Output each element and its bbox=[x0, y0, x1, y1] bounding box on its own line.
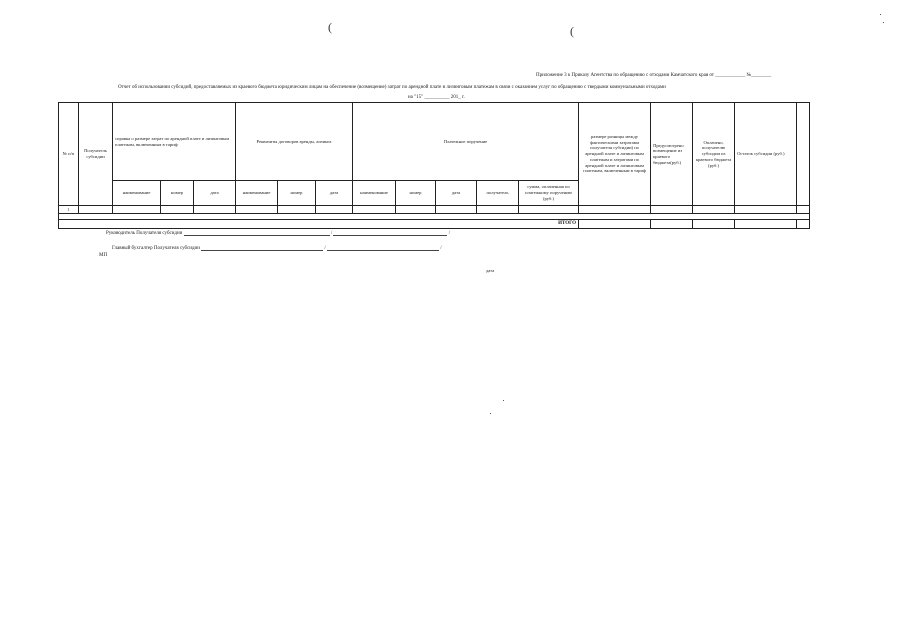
table-cell bbox=[579, 206, 651, 214]
table-cell bbox=[519, 206, 579, 214]
signature-separator: / bbox=[330, 231, 333, 236]
signature-separator: / bbox=[324, 246, 326, 251]
signature-line-accountant bbox=[112, 245, 442, 251]
total-cell bbox=[735, 220, 797, 229]
col-provided-header: Предусмотрено возмещение из краевого бюджета(руб.) bbox=[651, 103, 693, 206]
scan-speck bbox=[880, 14, 881, 15]
table-cell bbox=[477, 206, 519, 214]
table-cell bbox=[316, 206, 353, 214]
report-title: Отчет об использовании субсидий, предоставляемых из краевого бюджета юридическим лицам на обеспечение (возмещение) затрат по арендной плате и лизинговым платежам в связи с оказанием услуг по обращению с твердыми коммунальными отходами bbox=[118, 85, 666, 90]
name-blank bbox=[327, 245, 442, 251]
signature-blank bbox=[201, 245, 326, 251]
head-signature-label: Руководитель Получателя субсидии bbox=[106, 231, 183, 236]
col-certificate-header: справка о размере затрат по арендной плате и лизинговым платежам, включенным в тариф bbox=[113, 103, 236, 181]
col-paid-header: Оплачено, получателю субсидии из краевого бюджета (руб.) bbox=[693, 103, 735, 206]
table-cell bbox=[236, 206, 278, 214]
scan-speck bbox=[490, 413, 491, 414]
left-paren-mark: ( bbox=[328, 20, 332, 34]
total-cell bbox=[693, 220, 735, 229]
sub-contract-date: дата bbox=[316, 181, 353, 206]
table-cell bbox=[651, 206, 693, 214]
table-cell bbox=[161, 206, 194, 214]
accountant-signature-label: Главный бухгалтер Получателя субсидии bbox=[112, 246, 200, 251]
sub-order-recipient: получатель bbox=[477, 181, 519, 206]
scan-speck bbox=[883, 22, 884, 23]
date-label: дата bbox=[486, 268, 495, 273]
total-cell bbox=[579, 220, 651, 229]
appendix-header: Приложение 3 к Приказу Агентства по обращению с отходами Камчатского края от ____________ №________ bbox=[536, 73, 772, 78]
col-order-header: Платежное поручение bbox=[353, 103, 579, 181]
scan-speck bbox=[503, 400, 504, 401]
table-cell bbox=[353, 206, 396, 214]
report-date-line: на "15" __________ 201_ г. bbox=[408, 95, 465, 100]
right-paren-mark: ( bbox=[570, 24, 574, 38]
total-cell bbox=[651, 220, 693, 229]
sub-order-name: наименование bbox=[353, 181, 396, 206]
sub-order-sum: сумма, оплаченная по платежному поручению (руб.) bbox=[519, 181, 579, 206]
col-num-header: № п/п bbox=[59, 103, 79, 206]
total-label: ИТОГО bbox=[59, 220, 579, 229]
sub-cert-name: наименование bbox=[113, 181, 161, 206]
signature-blank bbox=[184, 230, 333, 236]
report-table bbox=[58, 102, 810, 229]
table-cell bbox=[113, 206, 161, 214]
table-cell bbox=[735, 206, 797, 214]
name-blank bbox=[330, 230, 447, 236]
table-cell bbox=[693, 206, 735, 214]
column-number-row bbox=[59, 206, 810, 214]
col-extra-blank bbox=[797, 103, 810, 206]
total-row bbox=[59, 220, 810, 229]
sub-order-date: дата bbox=[436, 181, 477, 206]
col-remainder-header: Остаток субсидии (руб.) bbox=[735, 103, 797, 206]
sub-cert-number: номер bbox=[161, 181, 194, 206]
table-cell bbox=[79, 206, 113, 214]
table-cell: 1 bbox=[59, 206, 79, 214]
table-cell bbox=[396, 206, 436, 214]
table-cell bbox=[194, 206, 236, 214]
stamp-place-label: МП bbox=[99, 253, 108, 258]
signature-separator: / bbox=[448, 231, 451, 236]
table-cell bbox=[797, 206, 810, 214]
signature-separator: / bbox=[440, 246, 442, 251]
sub-contract-name: наименование bbox=[236, 181, 278, 206]
signature-line-head bbox=[106, 230, 450, 236]
table-cell bbox=[278, 206, 316, 214]
col-recipient-header: Получатель субсидии bbox=[79, 103, 113, 206]
col-contracts-header: Реквизиты договоров аренды, лизинга bbox=[236, 103, 353, 181]
col-difference-header: размере разницы между фактическими затратами получателя субсидии) по арендной плате и лизинговым платежам и затратами по арендной плате и лизинговым платежам, включенным в тариф bbox=[579, 103, 651, 206]
sub-order-number: номер bbox=[396, 181, 436, 206]
table-cell bbox=[436, 206, 477, 214]
total-cell bbox=[797, 220, 810, 229]
header-row bbox=[59, 103, 810, 181]
sub-cert-date: дата bbox=[194, 181, 236, 206]
sub-contract-number: номер bbox=[278, 181, 316, 206]
